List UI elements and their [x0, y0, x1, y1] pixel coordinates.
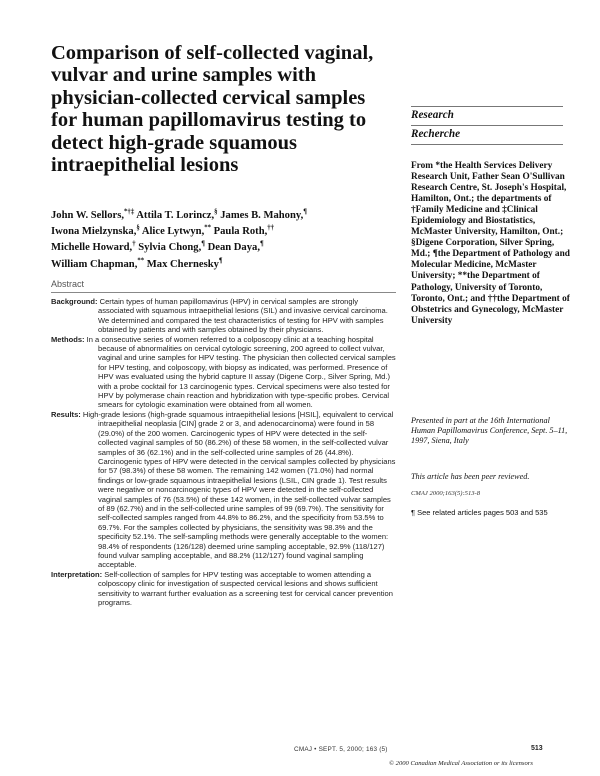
author-affiliations: From *the Health Services Delivery Research Unit, Father Sean O'Sullivan Research Centre, St. Joseph's Hospital, Hamilton, Ont.; the departments of †Family Medicine and ‡Clinical Epidemiology and Biostatistics, McMaster University, Hamilton, Ont.; §Digene Corporation, Silver Spring, Md.; ¶the Department of Pathology and Molecular Medicine, McMaster University; **the Department of Pathology, University of Toronto, Toronto, Ont.; and ††the Department of Obstetrics and Gynecology, McMaster University — [411, 161, 570, 326]
abstract-interpretation: Interpretation: Self-collection of samples for HPV testing was acceptable to women attending a colposcopy clinic for investigation of suspected cervical lesions and shows sufficient sensitivity to warrant further evaluation as a screening test for cervical cancer prevention programs. — [51, 569, 393, 607]
author-list — [51, 208, 396, 273]
section-label-french: Recherche — [411, 128, 461, 140]
author-8: Sylvia Chong,¶ — [135, 240, 205, 254]
abstract-heading: Abstract — [51, 279, 85, 289]
copyright-line: © 2000 Canadian Medical Association or its licensors — [389, 760, 533, 767]
section-label-english: Research — [411, 109, 454, 121]
sidebar-rule-middle — [411, 125, 563, 126]
author-10: William Chapman,** — [51, 257, 145, 270]
page-number: 513 — [531, 745, 543, 752]
abstract-background: Background: Certain types of human papillomavirus (HPV) in cervical samples are strongly associated with squamous intraepithelial lesions (SIL) and invasive cervical carcinoma. We determined and compared the test characteristics of testing for HPV with samples obtained by patients and with samples obtained by their physicians. — [51, 297, 388, 335]
author-9: Dean Daya,¶ — [204, 240, 264, 254]
author-11: Max Chernesky¶ — [144, 257, 223, 270]
author-7: Michelle Howard,† — [51, 240, 136, 254]
author-3: James B. Mahony,¶ — [217, 208, 307, 221]
footer-journal-info: CMAJ • SEPT. 5, 2000; 163 (5) — [294, 746, 388, 753]
author-2: Attila T. Lorincz,§ — [134, 208, 218, 221]
abstract-body — [51, 297, 396, 607]
abstract-results: Results: High-grade lesions (high-grade squamous intraepithelial lesions [HSIL], equivalent to cervical intraepithelial neoplasia [CIN] grade 2 or 3, and adenocarcinoma) were found in 58 (29.0%) of the 200 women. Carcinogenic types of HPV were detected in the self-collected vaginal samples of 50 (86.2%) of these 58 women, in the self-collected vulvar samples of 36 (62.1%) and in the self-collected urine samples of 26 (44.8%). Carcinogenic types of HPV were detected in the cervical samples collected by physicians for 57 (98.3%) of these 58 women. The remaining 142 women (71.0%) had normal findings or low-grade squamous intraepithelial lesions (LSIL, CIN grade 1). Test results were negative or noncarcinogenic types of HPV were detected in the self-collected vaginal samples of 76 (53.5%) of these 142 women, in the self-collected vulvar samples of 89 (62.7%) and in the self-collected urine samples of 99 (69.7%). The sensitivity for self-collected samples ranged from 44.8% to 86.2%, and the specificity from 53.5% to 69.7%. For the samples collected by physicians, the sensitivity was 98.3% and the specificity 52.1%. The self-sampling methods were generally acceptable to the women: 98.4% of respondents (126/128) deemed urine sampling acceptable, 92.9% (118/127) found vulvar sampling acceptable, and 88.2% (112/127) found vaginal sampling acceptable. — [51, 409, 396, 570]
abstract-divider — [51, 292, 396, 293]
author-5: Alice Lytwyn,** — [139, 224, 212, 238]
sidebar-rule-top — [411, 106, 563, 107]
author-1: John W. Sellors,*†‡ — [51, 208, 135, 221]
author-4: Iwona Mielzynska,§ — [51, 224, 140, 238]
abstract-methods: Methods: In a consecutive series of women referred to a colposcopy clinic at a teaching hospital because of abnormalities on cervical cytologic screening, 200 agreed to collect vulvar, vaginal and urine samples for HPV testing. The physician then collected cervical samples for HPV testing, and colposcopy, with biopsy as indicated, was performed. Presence of HPV was evaluated using the hybrid capture II assay (Digene Corp., Silver Spring, Md.) with a probe cocktail for 13 carcinogenic types. Cervical specimens were also tested for HPV by polymerase chain reaction and hybridization with type-specific probes. Cervical smears for cytologic examination were obtained from all women. — [51, 334, 396, 410]
related-articles-note: ¶ See related articles pages 503 and 535 — [411, 508, 548, 517]
author-6: Paula Roth,†† — [211, 224, 275, 238]
presentation-note: Presented in part at the 16th International Human Papillomavirus Conference, Sept. 5–11, 1997, Siena, Italy — [411, 416, 568, 446]
article-title: Comparison of self-collected vaginal, vulvar and urine samples with physician-collected cervical samples for human papillomavirus testing to detect high-grade squamous intraepithelial lesions — [51, 42, 374, 177]
citation: CMAJ 2000;163(5):513-8 — [411, 490, 481, 497]
peer-review-note: This article has been peer reviewed. — [411, 472, 530, 481]
sidebar-rule-bottom — [411, 144, 563, 145]
